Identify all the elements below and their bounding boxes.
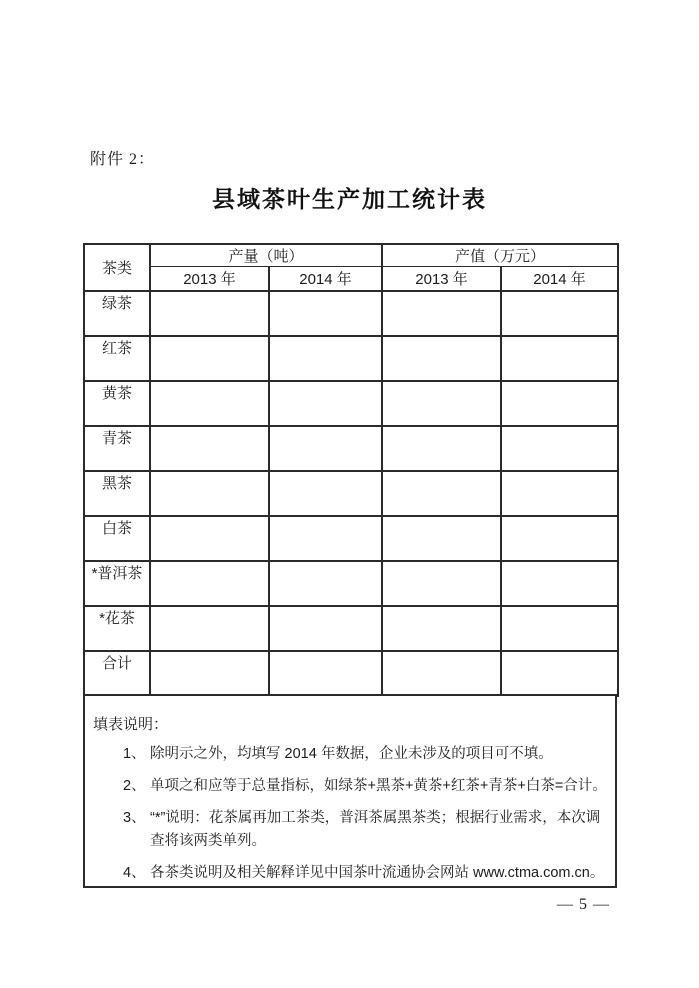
data-cell — [269, 381, 382, 426]
note-item — [123, 862, 611, 885]
data-cell — [501, 426, 618, 471]
stats-table — [83, 243, 619, 697]
note-item — [123, 743, 611, 766]
data-cell — [150, 336, 269, 381]
note-number: 1、 — [123, 746, 146, 762]
data-cell — [269, 606, 382, 651]
note-number: 2、 — [123, 778, 146, 794]
data-cell — [501, 336, 618, 381]
table-row — [84, 606, 618, 651]
data-cell — [501, 471, 618, 516]
table-row — [84, 471, 618, 516]
row-label: 黑茶 — [84, 471, 150, 516]
col-group-production: 产量（吨） — [150, 244, 382, 267]
page-number: — 5 — — [557, 896, 610, 913]
data-cell — [382, 516, 501, 561]
year-header: 2013 年 — [150, 267, 269, 292]
data-cell — [150, 651, 269, 696]
data-cell — [150, 516, 269, 561]
data-cell — [382, 291, 501, 336]
note-number: 4、 — [123, 865, 146, 881]
table-row — [84, 651, 618, 696]
data-cell — [382, 471, 501, 516]
note-text: “*”说明：花茶属再加工茶类，普洱茶属黑茶类；根据行业需求，本次调查将该两类单列。 — [150, 810, 601, 849]
row-label: 黄茶 — [84, 381, 150, 426]
data-cell — [382, 426, 501, 471]
table-row — [84, 381, 618, 426]
table-row — [84, 336, 618, 381]
row-label: 合计 — [84, 651, 150, 696]
year-header: 2014 年 — [269, 267, 382, 292]
data-cell — [382, 561, 501, 606]
data-cell — [269, 426, 382, 471]
data-cell — [269, 471, 382, 516]
note-text: 单项之和应等于总量指标，如绿茶+黑茶+黄茶+红茶+青茶+白茶=合计。 — [150, 778, 607, 794]
data-cell — [382, 381, 501, 426]
data-cell — [501, 651, 618, 696]
data-cell — [501, 561, 618, 606]
attachment-label: 附件 2： — [90, 151, 156, 168]
row-label: 红茶 — [84, 336, 150, 381]
data-cell — [501, 516, 618, 561]
note-number: 3、 — [123, 810, 146, 826]
data-cell — [269, 336, 382, 381]
note-item — [123, 775, 611, 798]
data-cell — [150, 606, 269, 651]
data-cell — [150, 381, 269, 426]
data-cell — [269, 651, 382, 696]
data-cell — [150, 471, 269, 516]
data-cell — [501, 606, 618, 651]
data-cell — [382, 336, 501, 381]
data-cell — [382, 651, 501, 696]
note-text: 各茶类说明及相关解释详见中国茶叶流通协会网站 www.ctma.com.cn。 — [150, 865, 605, 881]
data-cell — [269, 516, 382, 561]
corner-header: 茶类 — [84, 244, 150, 291]
row-label: 青茶 — [84, 426, 150, 471]
data-cell — [269, 561, 382, 606]
row-label: *花茶 — [84, 606, 150, 651]
table-row — [84, 426, 618, 471]
row-label: *普洱茶 — [84, 561, 150, 606]
row-label: 白茶 — [84, 516, 150, 561]
table-row — [84, 516, 618, 561]
note-text: 除明示之外，均填写 2014 年数据，企业未涉及的项目可不填。 — [150, 746, 553, 762]
row-label: 绿茶 — [84, 291, 150, 336]
data-cell — [269, 291, 382, 336]
data-cell — [382, 606, 501, 651]
col-group-value: 产值（万元） — [382, 244, 618, 267]
notes-box — [83, 694, 617, 888]
table-header-row-groups — [84, 244, 618, 267]
page-title: 县域茶叶生产加工统计表 — [212, 186, 487, 212]
note-item — [123, 807, 611, 853]
year-header: 2014 年 — [501, 267, 618, 292]
data-cell — [501, 381, 618, 426]
notes-heading: 填表说明： — [93, 716, 169, 733]
data-cell — [501, 291, 618, 336]
data-cell — [150, 426, 269, 471]
table-header-row-years — [84, 267, 618, 292]
table-row — [84, 561, 618, 606]
data-cell — [150, 561, 269, 606]
table-row — [84, 291, 618, 336]
data-cell — [150, 291, 269, 336]
year-header: 2013 年 — [382, 267, 501, 292]
